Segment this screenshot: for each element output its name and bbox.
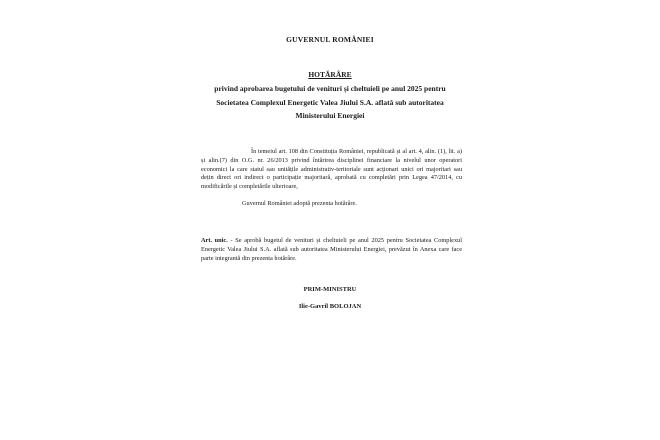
- article-paragraph: [201, 237, 462, 263]
- title-line-1: privind aprobarea bugetului de venituri și cheltuieli pe anul 2025 pentru: [214, 84, 446, 93]
- document-title: HOTĂRÂRE: [308, 70, 352, 79]
- title-line-3: Ministerului Energiei: [295, 111, 365, 120]
- article-label: Art. unic.: [201, 237, 228, 244]
- article-text: - Se aprobă bugetul de venituri și cheltuieli pe anul 2025 pentru Societatea Complexul Energetic Valea Jiului S.A. aflată sub autoritatea Ministerului Energiei, prevăzut în Anexa care face parte integrantă din prezenta hotărâre.: [201, 237, 463, 262]
- government-header: GUVERNUL ROMÂNIEI: [286, 35, 374, 44]
- title-line-2: Societatea Complexul Energetic Valea Jiului S.A. aflată sub autoritatea: [216, 98, 444, 107]
- legal-basis-paragraph: În temeiul art. 108 din Constituția României, republicată și al art. 4, alin. (1), lit. a) și alin.(7) din O.G. nr. 26/2013 privind întărirea disciplinei financiare la nivelul unor operatori economici la care statul sau unitățile administrativ-teritoriale sunt acționari unici ori majoritari sau dețin direct ori indirect o participație majoritară, aprobată cu completări prin Legea 47/2014, cu modificările și completările ulterioare,: [201, 148, 462, 191]
- adoption-statement: Guvernul României adoptă prezenta hotărâre.: [242, 200, 357, 207]
- signature-name: Ilie-Gavril BOLOJAN: [298, 303, 362, 310]
- signature-role: PRIM-MINISTRU: [303, 286, 357, 293]
